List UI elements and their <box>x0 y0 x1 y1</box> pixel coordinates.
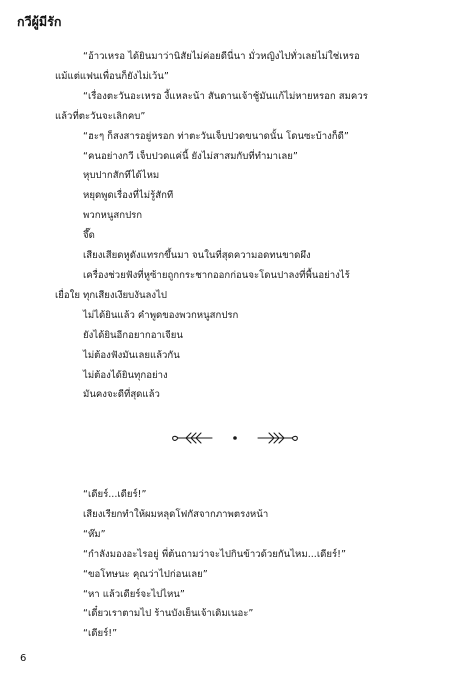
paragraph-line: “เดียร์...เดียร์!” <box>83 489 147 500</box>
paragraph-line: “ห๊ม” <box>83 528 106 540</box>
paragraph-line: พวกหนูสกปรก <box>83 210 143 222</box>
paragraph-line: “เดียร์!” <box>83 628 118 640</box>
paragraph-line: “คนอย่างกวี เจ็บปวดแค่นี้ ยังไม่สาสมกับที่ทำมาเลย” <box>83 150 298 162</box>
paragraph-line: “กำลังมองอะไรอยู่ พี่ต้นถามว่าจะไปกินข้าวด้วยกันไหม...เดียร์!” <box>83 548 346 560</box>
paragraph-line: แล้วที่ตะวันจะเลิกคบ” <box>55 110 146 122</box>
book-title-header: กวีผู้มีรัก <box>17 14 62 29</box>
paragraph-line: ไม่ต้องฟังมันเลยแล้วกัน <box>83 349 180 361</box>
paragraph-line: “ฮะๆ ก็สงสารอยู่หรอก ท่าตะวันเจ็บปวดขนาดนั้น โดนซะบ้างก็ดี” <box>83 130 349 142</box>
paragraph-line: หยุดพูดเรื่องที่ไม่รู้สักที <box>83 190 174 202</box>
paragraph-line: เสียงเสียดหูดังแทรกขึ้นมา จนในที่สุดความอดทนขาดผึง <box>83 250 311 262</box>
text-block-1 <box>55 47 417 405</box>
paragraph-line: ไม่ได้ยินแล้ว คำพูดของพวกหนูสกปรก <box>83 309 239 321</box>
paragraph-line: ยังได้ยินอีกอยากอาเจียน <box>83 329 183 341</box>
paragraph-line: “ขอโทษนะ คุณว่าไปก่อนเลย” <box>83 568 208 580</box>
paragraph-line: เยื่อใย ทุกเสียงเงียบงันลงไป <box>55 289 167 301</box>
paragraph-line: “เรื่องตะวันอะเหรอ งี้แหละน้า สันดานเจ้าชู้มันแก้ไม่หายหรอก สมควร <box>83 90 368 102</box>
paragraph-line: จึ๊ด <box>83 230 95 242</box>
ornamental-divider-icon <box>170 430 300 446</box>
paragraph-line: หุบปากสักทีได้ไหม <box>83 170 160 182</box>
paragraph-line: เสียงเรียกทำให้ผมหลุดโฟกัสจากภาพตรงหน้า <box>83 508 269 520</box>
paragraph-line: “อ้าวเหรอ ได้ยินมาว่านิสัยไม่ค่อยดีนี่นา มั่วหญิงไปทั่วเลยไม่ใช่เหรอ <box>83 51 360 62</box>
paragraph-line: เครื่องช่วยฟังที่หูซ้ายถูกกระชากออกก่อนจะโดนปาลงที่พื้นอย่างไร้ <box>83 269 350 281</box>
text-block-2 <box>55 485 417 644</box>
paragraph-line: “หา แล้วเดียร์จะไปไหน” <box>83 588 185 600</box>
paragraph-line: ไม่ต้องได้ยินทุกอย่าง <box>83 369 168 381</box>
page-number: 6 <box>20 653 27 664</box>
paragraph-line: แม้แต่แฟนเพื่อนก็ยังไม่เว้น” <box>55 70 169 82</box>
paragraph-line: มันคงจะดีที่สุดแล้ว <box>83 389 160 401</box>
paragraph-line: “เดี๋ยวเราตามไป ร้านบังเย็นเจ้าเดิมเนอะ” <box>83 608 254 620</box>
